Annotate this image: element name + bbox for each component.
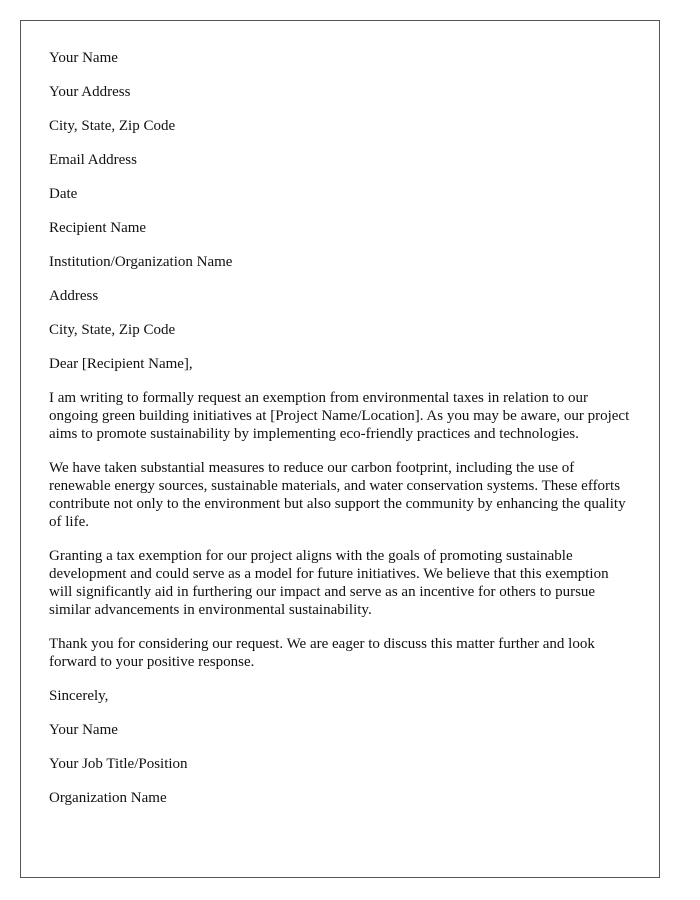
salutation: Dear [Recipient Name], bbox=[49, 356, 193, 372]
sender-address: Your Address bbox=[49, 84, 131, 100]
recipient-address: Address bbox=[49, 288, 99, 304]
signer-organization: Organization Name bbox=[49, 790, 167, 806]
recipient-name: Recipient Name bbox=[49, 220, 147, 236]
recipient-city-state-zip: City, State, Zip Code bbox=[49, 322, 176, 338]
body-paragraph: We have taken substantial measures to reduce our carbon footprint, including the use of renewable energy sources, sustainable materials, and water conservation systems. These efforts contribute not only to the environment but also support the community by enhancing the quality of life. bbox=[49, 460, 626, 530]
body-paragraph: Granting a tax exemption for our project aligns with the goals of promoting sustainable development and could serve as a model for future initiatives. We believe that this exemption will significantly aid in furthering our impact and serve as an incentive for others to pursue similar advancements in environmental sustainability. bbox=[49, 548, 609, 618]
body-paragraph: I am writing to formally request an exemption from environmental taxes in relation to our ongoing green building initiatives at [Project Name/Location]. As you may be aware, our project aims to promote sustainability by implementing eco-friendly practices and technologies. bbox=[49, 390, 630, 442]
valediction: Sincerely, bbox=[49, 688, 109, 704]
body-paragraph: Thank you for considering our request. We are eager to discuss this matter further and look forward to your positive response. bbox=[49, 636, 595, 670]
letter-page bbox=[20, 20, 660, 878]
signer-title: Your Job Title/Position bbox=[49, 756, 188, 772]
sender-email: Email Address bbox=[49, 152, 137, 168]
sender-city-state-zip: City, State, Zip Code bbox=[49, 118, 176, 134]
recipient-organization: Institution/Organization Name bbox=[49, 254, 233, 270]
signer-name: Your Name bbox=[49, 722, 118, 738]
sender-name: Your Name bbox=[49, 50, 118, 66]
letter-date: Date bbox=[49, 186, 78, 202]
